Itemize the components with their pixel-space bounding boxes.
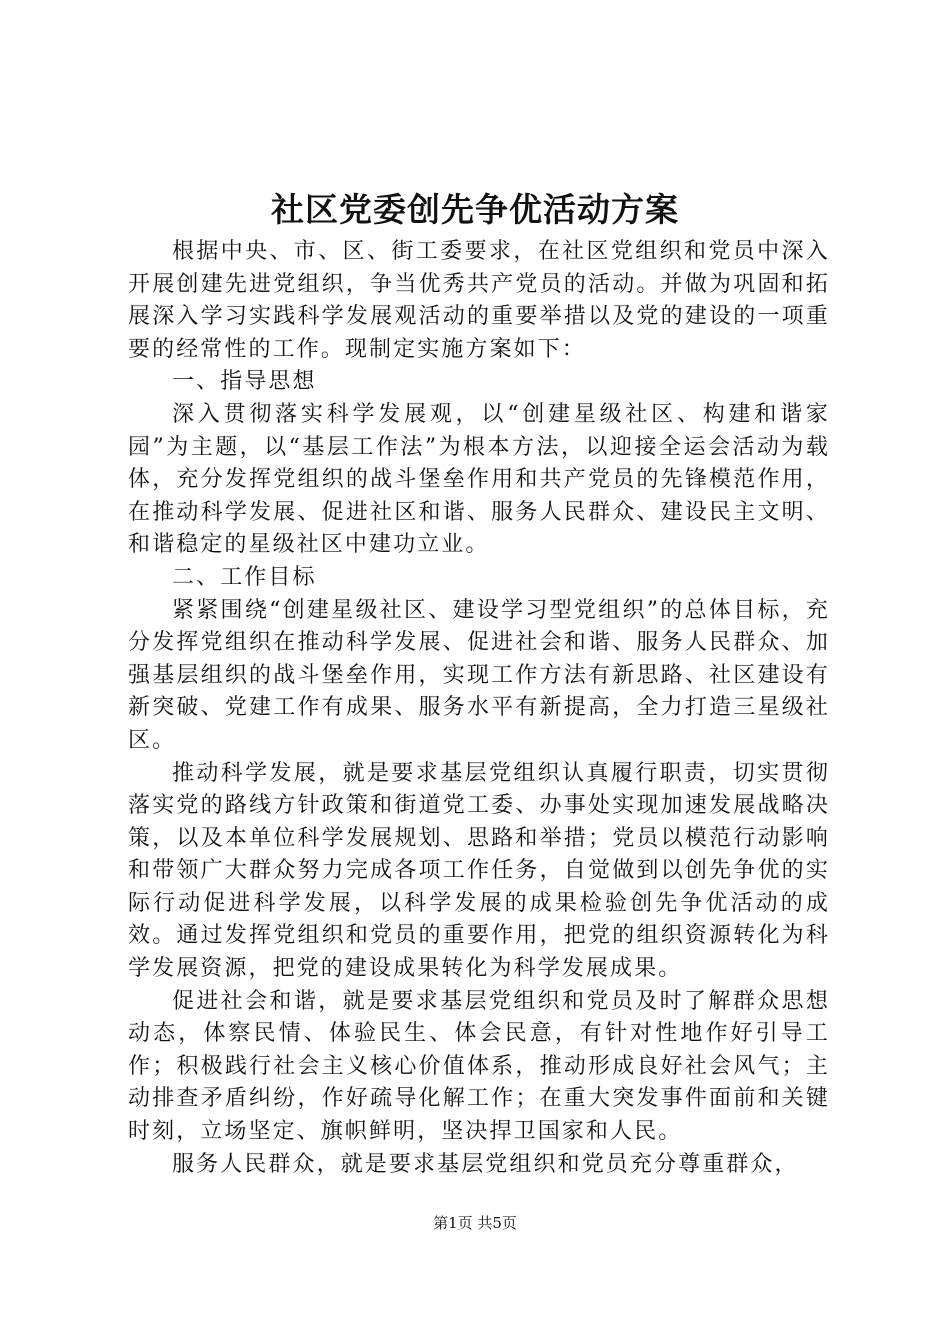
paragraph-scientific-development: 推动科学发展，就是要求基层党组织认真履行职责，切实贯彻落实党的路线方针政策和街道党工委、办事处实现加速发展战略决策，以及本单位科学发展规划、思路和举措；党员以模范行动影响和带领广大群众努力完成各项工作任务，自觉做到以创先争优的实际行动促进科学发展，以科学发展的成果检验创先争优活动的成效。通过发挥党组织和党员的重要作用，把党的组织资源转化为科学发展资源，把党的建设成果转化为科学发展成果。 [128, 760, 830, 982]
paragraph-work-goals: 紧紧围绕“创建星级社区、建设学习型党组织”的总体目标，充分发挥党组织在推动科学发展、促进社会和谐、服务人民群众、加强基层组织的战斗堡垒作用，实现工作方法有新思路、社区建设有新突破、党建工作有成果、服务水平有新提高，全力打造三星级社区。 [128, 597, 830, 753]
section-heading-guiding-thought: 一、指导思想 [172, 369, 317, 395]
paragraph-intro: 根据中央、市、区、街工委要求，在社区党组织和党员中深入开展创建先进党组织，争当优秀共产党员的活动。并做为巩固和拓展深入学习实践科学发展观活动的重要举措以及党的建设的一项重要的经常性的工作。现制定实施方案如下： [128, 239, 830, 362]
paragraph-serve-people: 服务人民群众，就是要求基层党组织和党员充分尊重群众， [172, 1151, 799, 1177]
paragraph-guiding-thought: 深入贯彻落实科学发展观，以“创建星级社区、构建和谐家园”为主题，以“基层工作法”为根本方法，以迎接全运会活动为载体，充分发挥党组织的战斗堡垒作用和共产党员的先锋模范作用，在推动科学发展、促进社区和谐、服务人民群众、建设民主文明、和谐稳定的星级社区中建功立业。 [128, 401, 830, 558]
section-heading-work-goals: 二、工作目标 [172, 564, 317, 590]
page-number-footer: 第1页 共5页 [433, 1214, 517, 1232]
document-title: 社区党委创先争优活动方案 [271, 190, 679, 229]
document-body [128, 236, 830, 1181]
paragraph-social-harmony: 促进社会和谐，就是要求基层党组织和党员及时了解群众思想动态，体察民情、体验民生、体会民意，有针对性地作好引导工作；积极践行社会主义核心价值体系，推动形成良好社会风气；主动排查矛盾纠纷，作好疏导化解工作；在重大突发事件面前和关键时刻，立场坚定、旗帜鲜明，坚决捍卫国家和人民。 [128, 988, 830, 1145]
